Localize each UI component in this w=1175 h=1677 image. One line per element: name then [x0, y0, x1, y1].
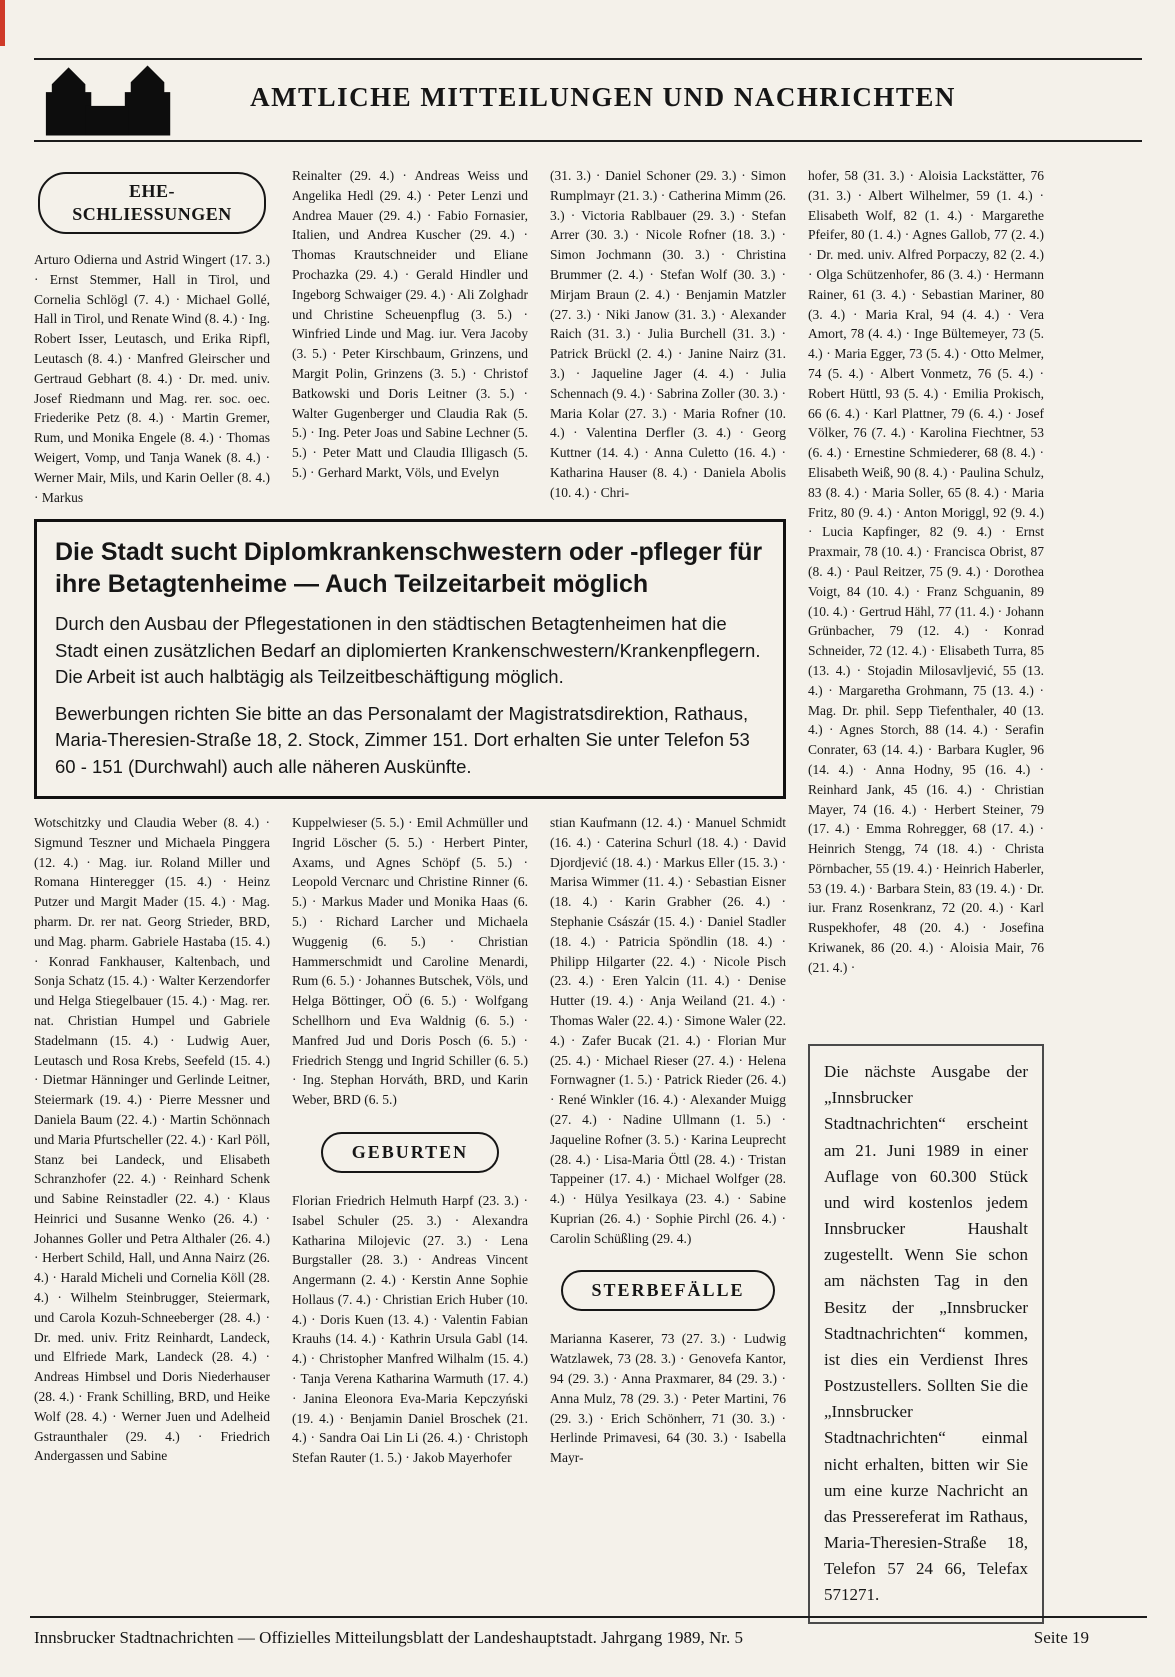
announcement-paragraph-1: Durch den Ausbau der Pflegestationen in den städtischen Betagtenheimen hat die Stadt einen zusätzlichen Bedarf an diplomierten Krankenschwestern/Krankenpflegern. Die Arbeit ist auch halbtägig als Teilzeitbeschäftigung möglich. — [55, 613, 761, 687]
column-3-bottom — [550, 813, 786, 1468]
header-rule-bottom — [34, 140, 1142, 142]
next-issue-notice-box — [808, 1044, 1044, 1624]
column-1-top — [34, 166, 270, 507]
births-text-continued: (31. 3.) · Daniel Schoner (29. 3.) · Simon Rumplmayr (21. 3.) · Catherina Mimm (26. 3.) · Victoria Rablbauer (29. 3.) · Stefan Arrer (30. 3.) · Nicole Rofner (18. 3.) · Simon Jochmann (30. 3.) · Christina Brummer (2. 4.) · Stefan Wolf (30. 3.) · Mirjam Braun (2. 4.) · Benjamin Matzler (27. 3.) · Niki Janow (31. 3.) · Alexander Raich (31. 3.) · Julia Burchell (31. 3.) · Patrick Brückl (2. 4.) · Janine Nairz (31. 3.) · Jaqueline Jager (4. 4.) · Julia Schennach (9. 4.) · Sabrina Zoller (30. 3.) · Maria Kolar (27. 3.) · Maria Rofner (10. 4.) · Valentina Derfler (3. 4.) · Georg Kuttner (14. 4.) · Anna Culetto (16. 4.) · Katharina Hauser (8. 4.) · Daniela Abolis (10. 4.) · Chri- — [550, 168, 786, 500]
top-row — [34, 166, 786, 507]
footer-page-number: Seite 19 — [1033, 1628, 1089, 1647]
births-section-heading: GEBURTEN — [321, 1132, 499, 1173]
marriages-heading-line1: EHE- — [128, 181, 175, 201]
page-title: AMTLICHE MITTEILUNGEN UND NACHRICHTEN — [250, 82, 956, 112]
main-content — [34, 166, 1044, 1624]
next-issue-notice-text: Die nächste Ausgabe der „Innsbrucker Stadtnachrichten“ erscheint am 21. Juni 1989 in einer Auflage von 60.300 Stück und wird kostenlos jedem Innsbrucker Haushalt zugestellt. Wenn Sie schon am nächsten Tag in den Besitz der „Innsbrucker Stadtnachrichten“ kommen, ist dies ein Verdienst Ihres Postzustellers. Sollten Sie die „Innsbrucker Stadtnachrichten“ einmal nicht erhalten, bitten wir Sie um eine kurze Nachricht an das Pressereferat im Rathaus, Maria-Theresien-Straße 18, Telefon 57 24 66, Telefax 571271. — [824, 1062, 1028, 1605]
marriages-heading-line2: SCHLIESSUNGEN — [72, 203, 232, 224]
births-text-1: Florian Friedrich Helmuth Harpf (23. 3.) · Isabel Schuler (25. 3.) · Alexandra Katharina Milojevic (27. 3.) · Lena Burgstaller (28. 3.) · Andreas Vincent Angermann (2. 4.) · Kerstin Anne Sophie Hollaus (7. 4.) · Christian Erich Huber (10. 4.) · Doris Kuen (13. 4.) · Valentin Fabian Krauhs (14. 4.) · Kathrin Ursula Gabl (14. 4.) · Christopher Manfred Wilhalm (15. 4.) · Tanja Verena Katharina Warmuth (17. 4.) · Janina Eleonora Eva-Maria Kepczyński (19. 4.) · Benjamin Daniel Broschek (21. 4.) · Sandra Oai Lin Li (26. 4.) · Christoph Stefan Rauter (1. 5.) · Jakob Mayerhofer — [292, 1192, 528, 1466]
city-towers-logo — [38, 62, 186, 136]
bottom-row — [34, 813, 786, 1468]
marriages-text-3: Wotschitzky und Claudia Weber (8. 4.) · Sigmund Teszner und Michaela Pinggera (12. 4.) · Mag. iur. Roland Miller und Romana Hinteregger (15. 4.) · Heinz Putzer und Margit Mader (15. 4.) · Mag. pharm. Dr. rer nat. Georg Strieder, BRD, und Mag. pharm. Gabriele Hastaba (15. 4.) · Konrad Fankhauser, Kaltenbach, und Sonja Schatz (15. 4.) · Walter Kerzendorfer und Helga Stiegelbauer (15. 4.) · Mag. rer. nat. Christian Humpel und Gabriele Stadelmann (15. 4.) · Ludwig Auer, Leutasch und Rosa Krebs, Seefeld (15. 4.) · Dietmar Hänninger und Gerlinde Leitner, Steiermark (19. 4.) · Pierre Messner und Daniela Baum (22. 4.) · Martin Schönnach und Maria Pfurtscheller (22. 4.) · Karl Pöll, Stanz bei Landeck, und Elisabeth Schranzhofer (22. 4.) · Reinhard Schenk und Sabine Reinstadler (22. 4.) · Klaus Heinrici und Susanne Wenko (26. 4.) · Johannes Goller und Petra Althaler (26. 4.) · Herbert Schild, Hall, und Anna Nairz (26. 4.) · Harald Micheli und Cornelia Köll (28. 4.) · Wilhelm Steinbrugger, Steiermark, und Carola Kozuh-Schneeberger (28. 4.) · Dr. med. univ. Fritz Reinhardt, Landeck, und Elfriede Mark, Landeck (28. 4.) · Andreas Himbsel und Doris Niederhauser (28. 4.) · Frank Schilling, BRD, und Heike Wolf (28. 4.) · Werner Juen und Adelheid Gstraunthaler (29. 4.) · Friedrich Andergassen und Sabine — [34, 814, 270, 1464]
deaths-text-1: Marianna Kaserer, 73 (27. 3.) · Ludwig Watzlawek, 73 (28. 3.) · Genovefa Kantor, 94 (29. 3.) · Anna Praxmarer, 84 (29. 3.) · Anna Mulz, 78 (29. 3.) · Peter Martini, 76 (29. 3.) · Erich Schönherr, 71 (30. 3.) · Herlinde Primavesi, 64 (30. 3.) · Isabella Mayr- — [550, 1331, 786, 1466]
footer-rule — [30, 1616, 1147, 1618]
marriages-text-1: Arturo Odierna und Astrid Wingert (17. 3.) · Ernst Stemmer, Hall in Tirol, und Cornelia Schlögl (7. 4.) · Michael Gollé, Hall in Tirol, und Renate Wind (8. 4.) · Ing. Robert Isser, Leutasch, und Erika Ripfl, Leutasch (8. 4.) · Manfred Gleirscher und Gertraud Gebhart (8. 4.) · Dr. med. univ. Josef Riedmann und Mag. rer. soc. oec. Friederike Petz (8. 4.) · Martin Gremer, Rum, und Monika Engele (8. 4.) · Thomas Weigert, Vomp, und Tanja Wanek (8. 4.) · Werner Mair, Mils, und Karin Oeller (8. 4.) · Markus — [34, 252, 270, 505]
red-registration-mark — [0, 0, 5, 46]
column-2-bottom — [292, 813, 528, 1468]
marriages-section-heading — [38, 172, 266, 234]
deaths-section-heading: STERBEFÄLLE — [561, 1270, 775, 1311]
left-columns-area — [34, 166, 786, 1624]
column-4 — [808, 166, 1044, 1624]
announcement-paragraph-2: Bewerbungen richten Sie bitte an das Personalamt der Magistratsdirektion, Rathaus, Maria-Theresien-Straße 18, 2. Stock, Zimmer 151. Dort erhalten Sie unter Telefon 53 60 - 151 (Durchwahl) auch alle näheren Auskünfte. — [55, 703, 750, 777]
header-rule-top — [34, 58, 1142, 60]
page-footer — [34, 1628, 1147, 1648]
deaths-text-2: hofer, 58 (31. 3.) · Aloisia Lackstätter, 76 (31. 3.) · Albert Wilhelmer, 59 (1. 4.) · Elisabeth Wolf, 82 (1. 4.) · Margarethe Pfeifer, 80 (1. 4.) · Agnes Gallob, 77 (2. 4.) · Dr. med. univ. Alfred Porpaczy, 82 (2. 4.) · Olga Schützenhofer, 86 (3. 4.) · Hermann Rainer, 61 (3. 4.) · Sebastian Mariner, 80 (3. 4.) · Maria Kral, 94 (4. 4.) · Vera Amort, 78 (4. 4.) · Inge Bültemeyer, 73 (5. 4.) · Maria Egger, 73 (5. 4.) · Otto Melmer, 74 (5. 4.) · Albert Vonmetz, 76 (5. 4.) · Robert Hüttl, 93 (5. 4.) · Emilia Prokisch, 66 (6. 4.) · Karl Plattner, 79 (6. 4.) · Josef Völker, 76 (7. 4.) · Karolina Fiechtner, 53 (6. 4.) · Ernestine Schmiederer, 68 (8. 4.) · Elisabeth Weiß, 90 (8. 4.) · Paulina Schulz, 83 (8. 4.) · Maria Soller, 65 (8. 4.) · Maria Fritz, 80 (9. 4.) · Anton Moriggl, 92 (9. 4.) · Lucia Kapfinger, 82 (9. 4.) · Ernst Praxmair, 78 (10. 4.) · Francisca Obrist, 87 (8. 4.) · Paul Reitzer, 75 (9. 4.) · Dorothea Voigt, 84 (10. 4.) · Franz Schguanin, 89 (10. 4.) · Gertrud Hähl, 77 (11. 4.) · Johann Grünbacher, 79 (12. 4.) · Konrad Schneider, 72 (12. 4.) · Elisabeth Turra, 85 (13. 4.) · Stojadin Milosavljević, 55 (13. 4.) · Margaretha Grohmann, 75 (13. 4.) · Mag. Dr. phil. Sepp Tiefenthaler, 40 (13. 4.) · Agnes Storch, 88 (14. 4.) · Serafin Conrater, 63 (14. 4.) · Barbara Kugler, 96 (14. 4.) · Anna Hodny, 95 (16. 4.) · Reinhard Jank, 45 (16. 4.) · Christian Mayer, 74 (16. 4.) · Herbert Steiner, 79 (17. 4.) · Emma Rohregger, 68 (17. 4.) · Heinrich Stengg, 74 (18. 4.) · Christa Pörnbacher, 55 (19. 4.) · Heinrich Haberler, 53 (19. 4.) · Barbara Stein, 83 (19. 4.) · Dr. iur. Franz Rosenkranz, 72 (20. 4.) · Karl Ruspekhofer, 48 (20. 4.) · Josefina Kriwanek, 86 (20. 4.) · Aloisia Mair, 76 (21. 4.) · — [808, 168, 1044, 975]
announcement-title: Die Stadt sucht Diplomkrankenschwestern oder -pfleger für ihre Betagtenheime — Auch Teilzeitarbeit möglich — [55, 538, 763, 599]
births-text-2: stian Kaufmann (12. 4.) · Manuel Schmidt (16. 4.) · Caterina Schurl (18. 4.) · David Djordjević (18. 4.) · Markus Eller (15. 3.) · Marisa Wimmer (11. 4.) · Sebastian Eisner (18. 4.) · Karin Grabher (26. 4.) · Stephanie Császár (15. 4.) · Daniel Stadler (18. 4.) · Patricia Spöndlin (18. 4.) · Philipp Hilgarter (22. 4.) · Nicole Pisch (23. 4.) · Eren Yalcin (11. 4.) · Denise Hutter (19. 4.) · Anja Weiland (21. 4.) · Thomas Waler (22. 4.) · Simone Waler (22. 4.) · Zafer Bucak (21. 4.) · Florian Mur (25. 4.) · Michael Rieser (27. 4.) · Helena Fornwagner (1. 5.) · Patrick Rieder (26. 4.) · René Winkler (16. 4.) · Alexander Muigg (27. 4.) · Nadine Ullmann (1. 5.) · Jaqueline Rofner (3. 5.) · Karina Leuprecht (28. 4.) · Lisa-Maria Öttl (28. 4.) · Tristan Tappeiner (17. 4.) · Michael Wolfger (28. 4.) · Hülya Yesilkaya (23. 4.) · Sabine Kuprian (26. 4.) · Sophie Pirchl (26. 4.) · Carolin Schüßling (29. 4.) — [550, 814, 786, 1246]
job-announcement-box — [34, 519, 786, 799]
column-2-top — [292, 166, 528, 507]
column-3-top — [550, 166, 786, 507]
marriages-text-2: Reinalter (29. 4.) · Andreas Weiss und Angelika Hedl (29. 4.) · Peter Lenzi und Andrea Mauer (29. 4.) · Fabio Fornasier, Italien, und Andrea Kuscher (29. 4.) · Thomas Krautschneider und Eliane Prochazka (29. 4.) · Gerald Hindler und Ingeborg Schwaiger (29. 4.) · Ali Zolghadr und Christine Scheuenpflug (3. 5.) · Winfried Linde und Mag. iur. Vera Jacoby (3. 5.) · Peter Kirschbaum, Grinzens, und Margit Polin, Grinzens (3. 5.) · Christof Batkowski und Doris Leitner (3. 5.) · Walter Gugenberger und Claudia Rak (5. 5.) · Ing. Peter Joas und Sabine Lechner (5. 5.) · Peter Matt und Claudia Illigasch (5. 5.) · Gerhard Markt, Völs, und Evelyn — [292, 168, 528, 480]
footer-imprint: Innsbrucker Stadtnachrichten — Offizielles Mitteilungsblatt der Landeshauptstadt. Jahrgang 1989, Nr. 5 — [34, 1628, 743, 1647]
column-1-bottom — [34, 813, 270, 1468]
marriages-text-4: Kuppelwieser (5. 5.) · Emil Achmüller und Ingrid Löscher (5. 5.) · Herbert Pinter, Axams, und Agnes Schöpf (5. 5.) · Leopold Vercnarc und Christine Rinner (6. 5.) · Markus Mader und Monika Haas (6. 5.) · Richard Larcher und Michaela Wuggenig (6. 5.) · Christian Hammerschmidt und Caroline Menardi, Rum (6. 5.) · Johannes Butschek, Völs, und Helga Böttinger, OÖ (6. 5.) · Wolfgang Schellhorn und Eva Waldnig (6. 5.) · Manfred Jud und Doris Posch (6. 5.) · Friedrich Stengg und Ingrid Schiller (6. 5.) · Ing. Stephan Horváth, BRD, und Karin Weber, BRD (6. 5.) — [292, 814, 528, 1108]
